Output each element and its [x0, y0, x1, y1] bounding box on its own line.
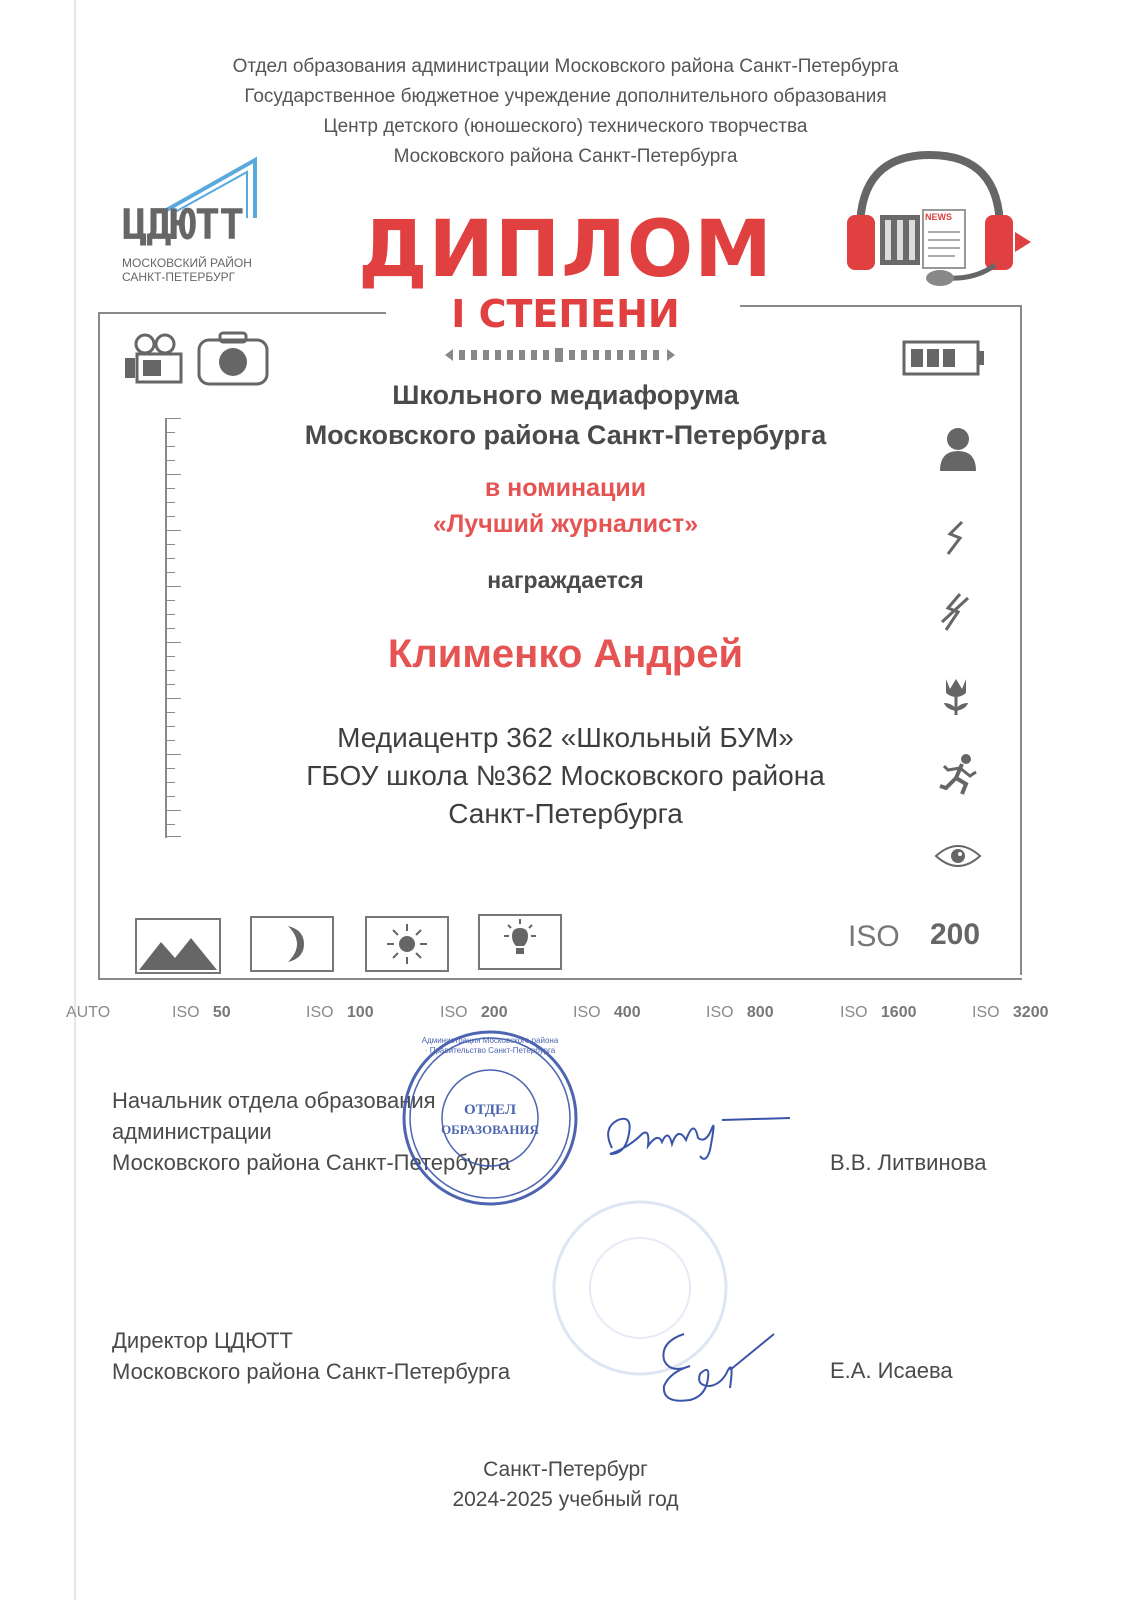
iso-scale-item: ISO 1600	[840, 1004, 917, 1021]
macro-flower-icon	[940, 675, 972, 722]
eye-icon	[934, 842, 982, 875]
diploma-degree: I СТЕПЕНИ	[451, 292, 680, 336]
stamp-ring-text: Администрация Московского района · Правительство Санкт-Петербурга	[421, 1036, 559, 1055]
iso-scale-item: AUTO	[66, 1004, 111, 1021]
flash-off-icon	[938, 592, 972, 637]
iso-scale-item: ISO 200	[440, 1004, 508, 1021]
signatory-2-position-line-1: Директор ЦДЮТТ	[112, 1328, 293, 1353]
signature-1	[598, 1098, 798, 1173]
signatory-1-position-line-2: администрации	[112, 1119, 272, 1144]
signature-2	[650, 1320, 780, 1415]
stamp-center-line-2: ОБРАЗОВАНИЯ	[441, 1122, 539, 1137]
org-line-3: Санкт-Петербурга	[448, 798, 683, 829]
iso-scale-item: ISO 3200	[972, 1004, 1049, 1021]
iso-scale-item: ISO 50	[172, 1004, 231, 1021]
logo-name: ЦДЮТТ	[122, 200, 244, 249]
footer-city: Санкт-Петербург	[483, 1458, 648, 1481]
decorative-divider	[445, 348, 675, 362]
awarded-label: награждается	[487, 567, 644, 593]
official-stamp	[400, 1028, 580, 1208]
nomination-intro: в номинации	[484, 474, 647, 502]
iso-readout-value: 200	[930, 918, 981, 951]
event-line-2: Московского района Санкт-Петербурга	[304, 420, 827, 450]
iso-readout-label: ISO	[848, 920, 900, 953]
iso-scale-item: ISO 400	[573, 1004, 641, 1021]
logo-sub-2: САНКТ-ПЕТЕРБУРГ	[122, 270, 236, 284]
frame-bottom	[98, 978, 1022, 980]
logo-sub-1: МОСКОВСКИЙ РАЙОН	[122, 256, 252, 270]
event-line-1: Школьного медиафорума	[392, 380, 739, 410]
signatory-2-name: Е.А. Исаева	[830, 1358, 953, 1383]
iso-scale	[0, 1004, 1131, 1026]
recipient-name: Клименко Андрей	[387, 632, 744, 676]
signatory-1-position-line-3: Московского района Санкт-Петербурга	[112, 1150, 511, 1175]
indoor-light-icon	[478, 914, 562, 970]
nomination-title: «Лучший журналист»	[432, 510, 699, 538]
frame-top-right	[740, 305, 1022, 307]
footer-year: 2024-2025 учебный год	[452, 1488, 679, 1511]
header-line-3: Центр детского (юношеского) технического творчества	[323, 116, 808, 137]
stamp-center-line-1: ОТДЕЛ	[463, 1102, 517, 1118]
signatory-1-name: В.В. Литвинова	[830, 1150, 987, 1175]
iso-scale-item: ISO 100	[306, 1004, 374, 1021]
signatory-1-position-line-1: Начальник отдела образования	[112, 1088, 436, 1113]
header-line-1: Отдел образования администрации Московского района Санкт-Петербурга	[232, 56, 899, 77]
battery-icon	[902, 340, 986, 381]
org-line-1: Медиацентр 362 «Школьный БУМ»	[337, 722, 794, 753]
landscape-mode-icon	[135, 918, 221, 974]
org-line-2: ГБОУ школа №362 Московского района	[306, 760, 825, 791]
iso-scale-item: ISO 800	[706, 1004, 774, 1021]
header-line-4: Московского района Санкт-Петербурга	[393, 146, 738, 167]
frame-top-left	[98, 312, 386, 314]
diploma-title: ДИПЛОМ	[358, 205, 773, 295]
signatory-2-position-line-2: Московского района Санкт-Петербурга	[112, 1359, 511, 1384]
news-badge: NEWS	[925, 212, 952, 222]
night-mode-icon	[250, 916, 334, 972]
sunny-mode-icon	[365, 916, 449, 972]
header-line-2: Государственное бюджетное учреждение дополнительного образования	[244, 86, 887, 107]
